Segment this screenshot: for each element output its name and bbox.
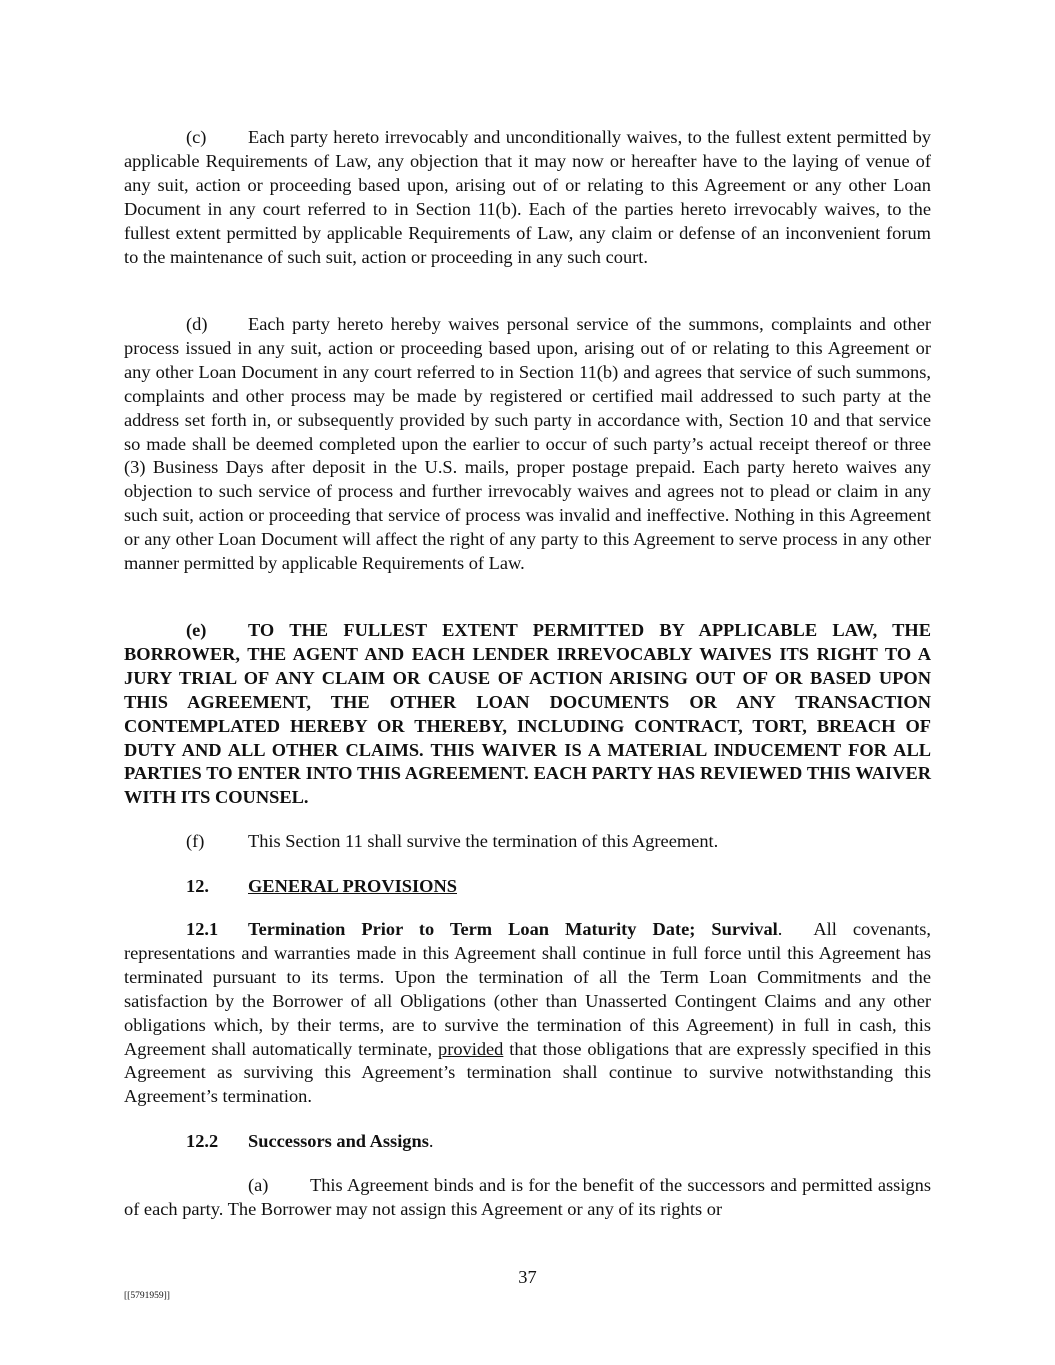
paragraph-e <box>124 619 931 810</box>
paragraph-c-text: Each party hereto irrevocably and unconditionally waives, to the fullest extent permitted by applicable Requirements of Law, any objection that it may now or hereafter have to the laying of venue of any suit, action or proceeding based upon, arising out of or relating to this Agreement or any other Loan Document in any court referred to in Section 11(b). Each of the parties hereto irrevocably waives, to the fullest extent permitted by applicable Requirements of Law, any claim or defense of an inconvenient forum to the maintenance of such suit, action or proceeding in any such court. <box>124 127 931 267</box>
section-12-1-text-after: that those obligations that are expressly specified in this Agreement as surviving this Agreement’s termination shall continue to survive notwithstanding this Agreement’s termination. <box>124 1038 931 1107</box>
section-12-1-text-before: All covenants, representations and warranties made in this Agreement shall continue in full force until this Agreement has terminated pursuant to its terms. Upon the termination of all the Term Loan Commitments and the satisfaction by the Borrower of all Obligations (other than Unasserted Contingent Claims and any other obligations which, by their terms, are to survive the termination of this Agreement) in full in cash, this Agreement shall automatically terminate, <box>124 919 931 1059</box>
section-12-1-title-end: . <box>777 919 783 939</box>
section-12-1-number: 12.1 <box>186 919 219 939</box>
paragraph-d <box>124 313 931 576</box>
paragraph-f-label: (f) <box>186 831 205 851</box>
section-12-1 <box>124 918 931 1109</box>
document-id: [[5791959]] <box>124 1291 170 1301</box>
paragraph-d-text: Each party hereto hereby waives personal service of the summons, complaints and other process issued in any suit, action or proceeding based upon, arising out of or relating to this Agreement or any other Loan Document in any court referred to in Section 11(b) and agrees that service of such summons, complaints and other process may be made by registered or certified mail addressed to such party at the address set forth in, or subsequently provided by such party in accordance with, Section 10 and that service so made shall be deemed completed upon the earlier to occur of such party’s actual receipt thereof or three (3) Business Days after deposit in the U.S. mails, proper postage prepaid. Each party hereto waives any objection to such service of process and further irrevocably waives and agrees not to plead or claim in any such suit, action or proceeding that service of process was invalid and ineffective. Nothing in this Agreement or any other Loan Document will affect the right of any party to this Agreement to serve process in any other manner permitted by applicable Requirements of Law. <box>124 314 931 574</box>
paragraph-d-label: (d) <box>186 314 208 334</box>
section-12-2-title: Successors and Assigns <box>248 1131 429 1151</box>
paragraph-f-text: This Section 11 shall survive the termination of this Agreement. <box>248 831 719 851</box>
paragraph-e-text: TO THE FULLEST EXTENT PERMITTED BY APPLICABLE LAW, THE BORROWER, THE AGENT AND EACH LENDER IRREVOCABLY WAIVES ITS RIGHT TO A JURY TRIAL OF ANY CLAIM OR CAUSE OF ACTION ARISING OUT OF OR BASED UPON THIS AGREEMENT, THE OTHER LOAN DOCUMENTS OR ANY TRANSACTION CONTEMPLATED HEREBY OR THEREBY, INCLUDING CONTRACT, TORT, BREACH OF DUTY AND ALL OTHER CLAIMS. THIS WAIVER IS A MATERIAL INDUCEMENT FOR ALL PARTIES TO ENTER INTO THIS AGREEMENT. EACH PARTY HAS REVIEWED THIS WAIVER WITH ITS COUNSEL. <box>124 620 931 808</box>
paragraph-f <box>124 830 931 854</box>
section-12-2-heading <box>186 1130 434 1154</box>
section-12-heading <box>186 875 457 899</box>
section-12-number: 12. <box>186 876 209 896</box>
section-12-2-a-text: This Agreement binds and is for the benefit of the successors and permitted assigns of each party. The Borrower may not assign this Agreement or any of its rights or <box>124 1175 931 1219</box>
section-12-2-title-end: . <box>428 1131 434 1151</box>
section-12-title: GENERAL PROVISIONS <box>248 876 457 896</box>
page-number: 37 <box>518 1267 537 1287</box>
paragraph-c <box>124 126 931 269</box>
paragraph-c-label: (c) <box>186 127 207 147</box>
section-12-1-title: Termination Prior to Term Loan Maturity Date; Survival <box>248 919 778 939</box>
section-12-2-a <box>124 1174 931 1222</box>
paragraph-e-label: (e) <box>186 620 207 640</box>
section-12-2-number: 12.2 <box>186 1131 219 1151</box>
section-12-1-provided: provided <box>438 1038 504 1059</box>
section-12-2-a-label: (a) <box>248 1175 269 1195</box>
